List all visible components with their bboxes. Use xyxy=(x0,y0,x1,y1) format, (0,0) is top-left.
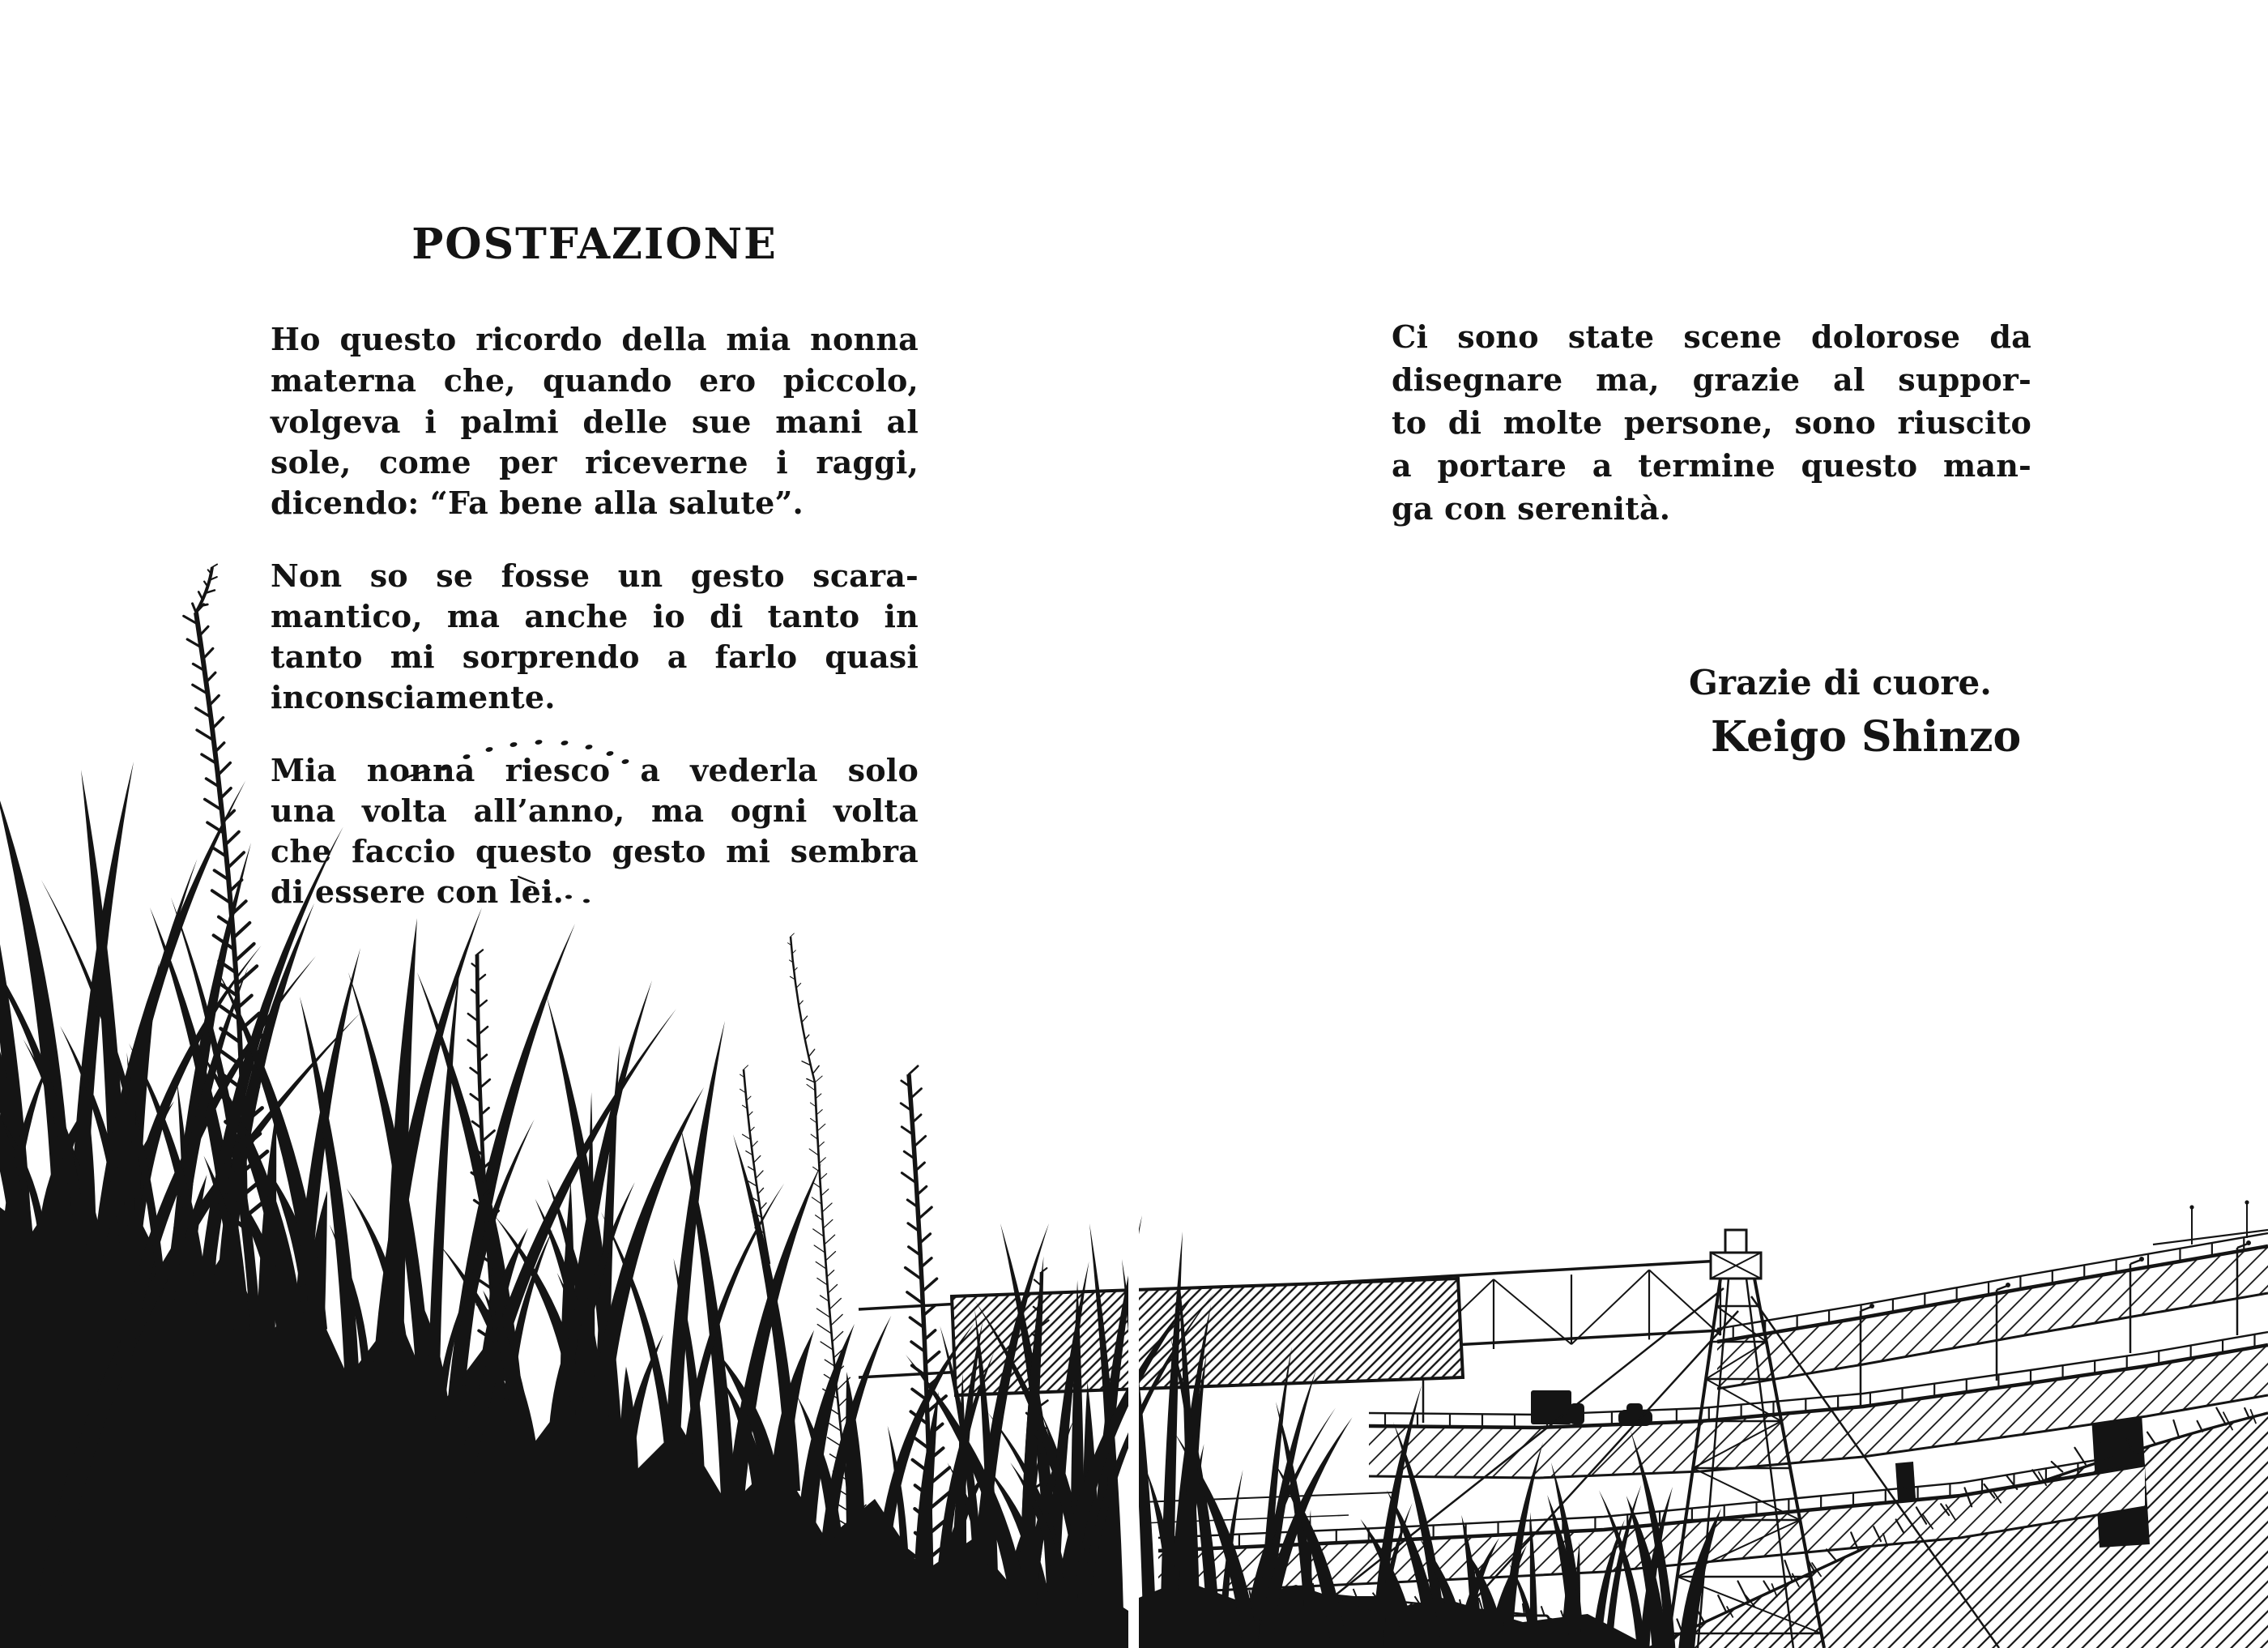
body-line: Mia nonna riesco a vederla solo xyxy=(271,752,919,788)
author-signature: Keigo Shinzo xyxy=(1711,712,2022,762)
grass-silhouette xyxy=(0,564,1721,1648)
page-gutter-seam xyxy=(1128,980,1139,1648)
body-line: disegnare ma, grazie al suppor- xyxy=(1392,361,2031,398)
body-line: mantico, ma anche io di tanto in xyxy=(271,598,919,634)
body-line: sole, come per riceverne i raggi, xyxy=(271,444,919,480)
body-line: che faccio questo gesto mi sembra xyxy=(271,833,919,869)
body-line: to di molte persone, sono riuscito xyxy=(1392,404,2031,441)
body-line: volgeva i palmi delle sue mani al xyxy=(271,403,919,440)
body-line: inconsciamente. xyxy=(271,679,556,715)
body-line: tanto mi sorprendo a farlo quasi xyxy=(271,638,919,675)
body-line: Non so se fosse un gesto scara- xyxy=(271,557,919,594)
body-line: una volta all’anno, ma ogni volta xyxy=(271,792,919,829)
closing-line: Grazie di cuore. xyxy=(1689,663,1992,702)
body-line: ga con serenità. xyxy=(1392,490,1671,527)
page-title: POSTFAZIONE xyxy=(411,220,778,269)
body-line: Ci sono state scene dolorose da xyxy=(1392,318,2031,355)
body-line: a portare a termine questo man- xyxy=(1392,447,2031,484)
body-line: Ho questo ricordo della mia nonna xyxy=(271,321,919,357)
body-line: di essere con lei. xyxy=(271,873,565,910)
body-line: dicendo: “Fa bene alla salute”. xyxy=(271,485,804,521)
body-line: materna che, quando ero piccolo, xyxy=(271,362,919,399)
